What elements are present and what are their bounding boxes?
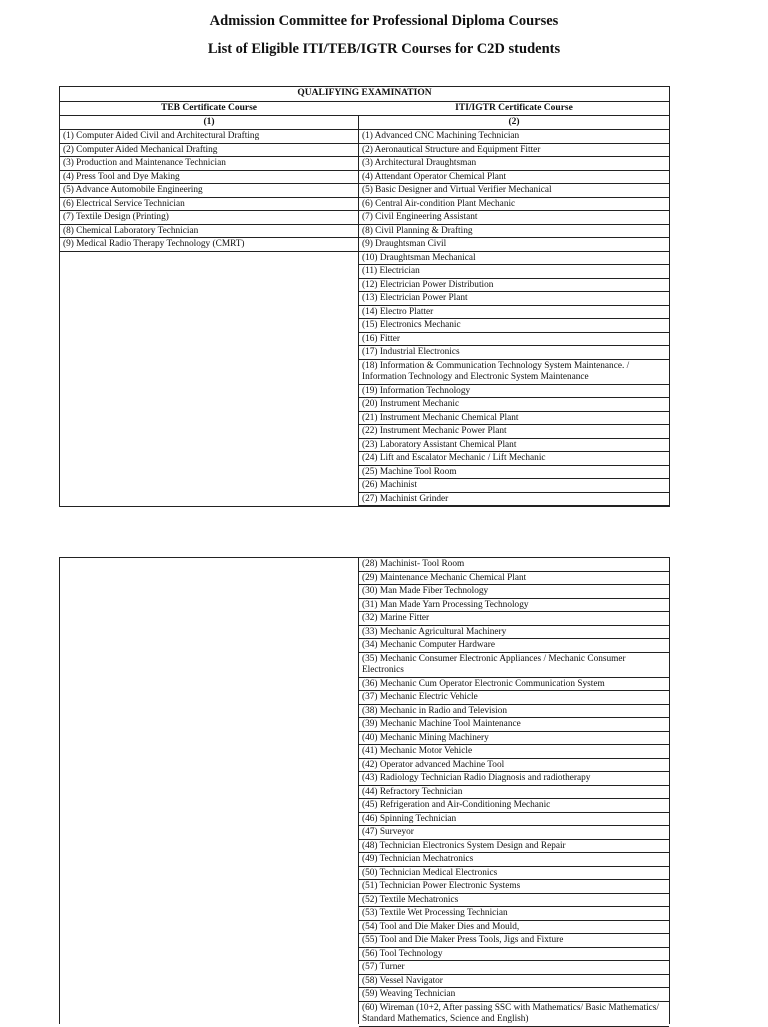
course-row: (32) Marine Fitter [359, 612, 669, 626]
course-row: (1) Advanced CNC Machining Technician [359, 130, 669, 144]
course-row: (6) Electrical Service Technician [60, 198, 358, 212]
course-row: (6) Central Air-condition Plant Mechanic [359, 198, 669, 212]
course-row: (26) Machinist [359, 479, 669, 493]
course-row: (3) Production and Maintenance Technician [60, 157, 358, 171]
course-row: (1) Computer Aided Civil and Architectural Drafting [60, 130, 358, 144]
course-row: (13) Electrician Power Plant [359, 292, 669, 306]
course-row: (25) Machine Tool Room [359, 466, 669, 480]
document-subtitle: List of Eligible ITI/TEB/IGTR Courses for C2D students [207, 41, 561, 57]
iti-column-header: ITI/IGTR Certificate Course [359, 102, 669, 116]
course-row: (4) Attendant Operator Chemical Plant [359, 171, 669, 185]
iti-course-list-page2 [359, 558, 669, 1027]
course-row: (7) Textile Design (Printing) [60, 211, 358, 225]
course-row: (30) Man Made Fiber Technology [359, 585, 669, 599]
course-row: (23) Laboratory Assistant Chemical Plant [359, 439, 669, 453]
iti-column-index: (2) [359, 116, 669, 130]
course-row: (8) Civil Planning & Drafting [359, 225, 669, 239]
course-row: (42) Operator advanced Machine Tool [359, 759, 669, 773]
teb-course-list [60, 130, 358, 252]
course-row: (43) Radiology Technician Radio Diagnosis and radiotherapy [359, 772, 669, 786]
course-row: (9) Draughtsman Civil [359, 238, 669, 252]
course-row: (16) Fitter [359, 333, 669, 347]
course-row: (53) Textile Wet Processing Technician [359, 907, 669, 921]
iti-course-column [359, 102, 669, 506]
course-row: (19) Information Technology [359, 385, 669, 399]
course-row: (47) Surveyor [359, 826, 669, 840]
course-row: (4) Press Tool and Dye Making [60, 171, 358, 185]
course-row: (35) Mechanic Consumer Electronic Appliances / Mechanic Consumer Electronics [359, 653, 669, 678]
course-row: (29) Maintenance Mechanic Chemical Plant [359, 572, 669, 586]
document-title: Admission Committee for Professional Diploma Courses [209, 13, 559, 29]
eligible-courses-table [59, 86, 670, 507]
iti-course-column-continued [359, 558, 669, 1027]
course-row: (33) Mechanic Agricultural Machinery [359, 626, 669, 640]
course-row: (48) Technician Electronics System Design and Repair [359, 840, 669, 854]
course-row: (27) Machinist Grinder [359, 493, 669, 507]
course-row: (31) Man Made Yarn Processing Technology [359, 599, 669, 613]
course-row: (51) Technician Power Electronic Systems [359, 880, 669, 894]
course-row: (49) Technician Mechatronics [359, 853, 669, 867]
course-row: (11) Electrician [359, 265, 669, 279]
course-row: (58) Vessel Navigator [359, 975, 669, 989]
course-row: (17) Industrial Electronics [359, 346, 669, 360]
eligible-courses-table-continued [59, 557, 670, 1024]
course-row: (59) Weaving Technician [359, 988, 669, 1002]
course-row: (3) Architectural Draughtsman [359, 157, 669, 171]
course-row: (36) Mechanic Cum Operator Electronic Communication System [359, 678, 669, 692]
course-row: (20) Instrument Mechanic [359, 398, 669, 412]
course-row: (41) Mechanic Motor Vehicle [359, 745, 669, 759]
iti-course-list-page1 [359, 130, 669, 506]
course-row: (5) Basic Designer and Virtual Verifier Mechanical [359, 184, 669, 198]
course-row: (7) Civil Engineering Assistant [359, 211, 669, 225]
course-row: (15) Electronics Mechanic [359, 319, 669, 333]
course-row: (40) Mechanic Mining Machinery [359, 732, 669, 746]
course-row: (44) Refractory Technician [359, 786, 669, 800]
course-row: (37) Mechanic Electric Vehicle [359, 691, 669, 705]
course-row: (5) Advance Automobile Engineering [60, 184, 358, 198]
course-row: (28) Machinist- Tool Room [359, 558, 669, 572]
course-row: (38) Mechanic in Radio and Television [359, 705, 669, 719]
course-row: (60) Wireman (10+2, After passing SSC with Mathematics/ Basic Mathematics/ Standard Mathematics, Science and English) [359, 1002, 669, 1027]
course-row: (18) Information & Communication Technology System Maintenance. / Information Technology and Electronic System Maintenance [359, 360, 669, 385]
course-row: (8) Chemical Laboratory Technician [60, 225, 358, 239]
qualifying-examination-heading: QUALIFYING EXAMINATION [297, 88, 432, 98]
course-row: (45) Refrigeration and Air-Conditioning Mechanic [359, 799, 669, 813]
teb-column-index: (1) [60, 116, 358, 130]
course-row: (34) Mechanic Computer Hardware [359, 639, 669, 653]
course-row: (2) Computer Aided Mechanical Drafting [60, 144, 358, 158]
teb-column-header: TEB Certificate Course [60, 102, 358, 116]
course-row: (9) Medical Radio Therapy Technology (CMRT) [60, 238, 358, 252]
course-row: (2) Aeronautical Structure and Equipment Fitter [359, 144, 669, 158]
course-row: (57) Turner [359, 961, 669, 975]
course-row: (39) Mechanic Machine Tool Maintenance [359, 718, 669, 732]
course-row: (10) Draughtsman Mechanical [359, 252, 669, 266]
course-row: (22) Instrument Mechanic Power Plant [359, 425, 669, 439]
course-row: (14) Electro Platter [359, 306, 669, 320]
course-row: (52) Textile Mechatronics [359, 894, 669, 908]
course-row: (24) Lift and Escalator Mechanic / Lift Mechanic [359, 452, 669, 466]
teb-course-column [60, 102, 358, 252]
course-row: (54) Tool and Die Maker Dies and Mould, [359, 921, 669, 935]
course-row: (56) Tool Technology [359, 948, 669, 962]
course-row: (21) Instrument Mechanic Chemical Plant [359, 412, 669, 426]
course-row: (12) Electrician Power Distribution [359, 279, 669, 293]
course-row: (50) Technician Medical Electronics [359, 867, 669, 881]
course-row: (46) Spinning Technician [359, 813, 669, 827]
course-row: (55) Tool and Die Maker Press Tools, Jigs and Fixture [359, 934, 669, 948]
